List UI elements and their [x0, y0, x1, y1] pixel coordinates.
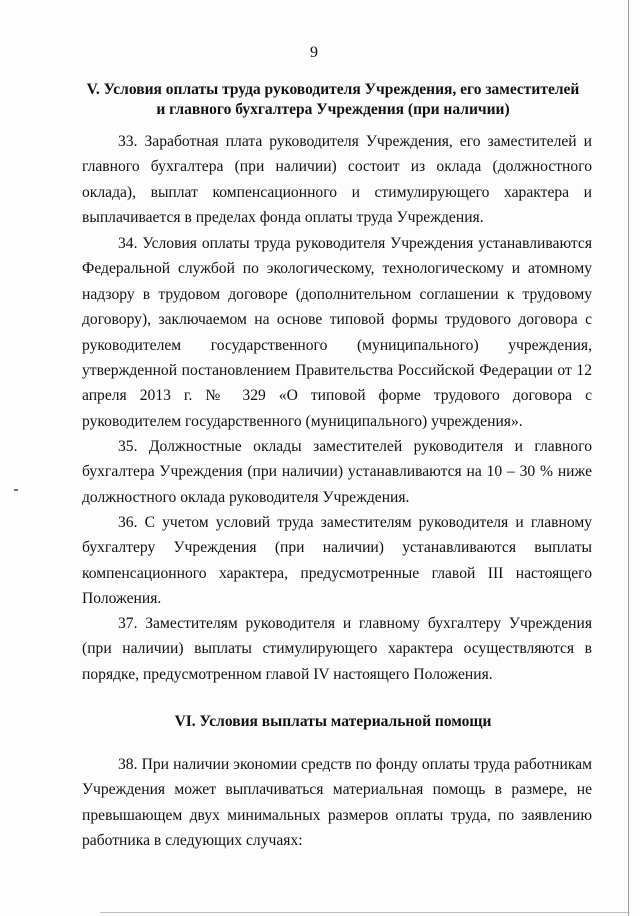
paragraph-35: 35. Должностные оклады заместителей руководителя и главного бухгалтера Учреждения (при наличии) устанавливаются на 10 – 30 % ниже должностного оклада руководителя Учреждения.: [82, 438, 592, 506]
page-number: 9: [310, 44, 318, 61]
scan-right-edge: [628, 0, 629, 916]
scan-bottom-edge: [100, 912, 630, 913]
paragraph-36: 36. С учетом условий труда заместителям руководителя и главному бухгалтеру Учреждения (при наличии) устанавливаются выплаты компенсационного характера, предусмотренные главой III настоящего Положения.: [82, 514, 592, 608]
paragraph-33: 33. Заработная плата руководителя Учреждения, его заместителей и главного бухгалтера (при наличии) состоит из оклада (должностного оклада), выплат компенсационного и стимулирующего характера и выплачивается в пределах фонда оплаты труда Учреждения.: [82, 133, 592, 227]
paragraph-34: 34. Условия оплаты труда руководителя Учреждения устанавливаются Федеральной службой по экологическому, технологическому и атомному надзору в трудовом договоре (дополнительном соглашении к трудовому договору), заключаемом на основе типовой формы трудового договора с руководителем государственного (муниципального) учреждения, утвержденной постановлением Правительства Российской Федерации от 12 апреля 2013 г. № 329 «О типовой форме трудового договора с руководителем государственного (муниципального) учреждения».: [82, 235, 592, 430]
section-5-heading: [60, 80, 606, 120]
paragraph-38: 38. При наличии экономии средств по фонду оплаты труда работникам Учреждения может выплачиваться материальная помощь в размере, не превышающем двух минимальных размеров оплаты труда, по заявлению работника в следующих случаях:: [82, 756, 592, 850]
scan-stray-mark: [14, 489, 18, 491]
paragraph-37: 37. Заместителям руководителя и главному бухгалтеру Учреждения (при наличии) выплаты стимулирующего характера осуществляются в порядке, предусмотренном главой IV настоящего Положения.: [82, 615, 592, 683]
section-5-heading-line-2: и главного бухгалтера Учреждения (при наличии): [156, 101, 510, 118]
section-6-heading: VI. Условия выплаты материальной помощи: [174, 713, 492, 730]
section-5-heading-line-1: V. Условия оплаты труда руководителя Учреждения, его заместителей: [86, 81, 580, 98]
